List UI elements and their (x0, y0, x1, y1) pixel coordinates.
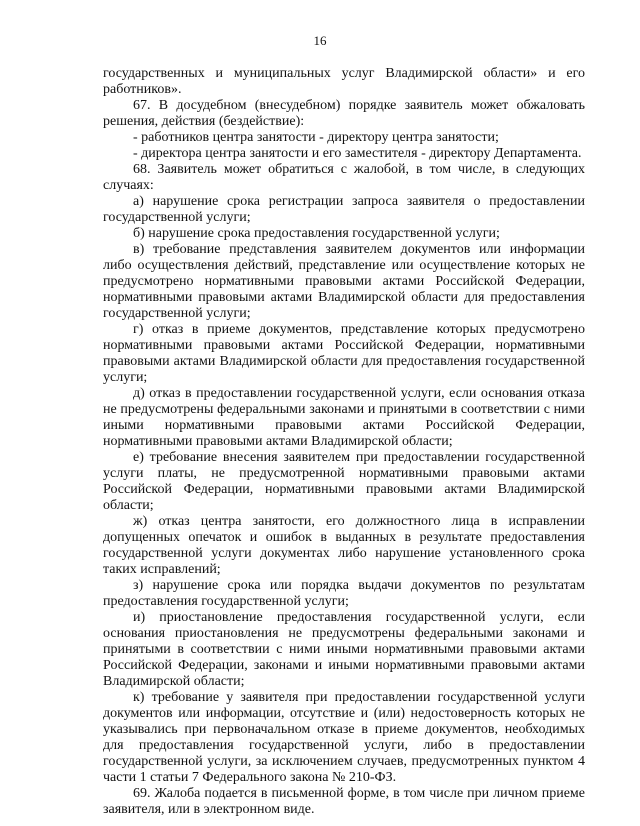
paragraph-68-item-e: е) требование внесения заявителем при предоставлении государственной услуги платы, не предусмотренной нормативными правовыми актами Российской Федерации, нормативными правовыми актами Владимирской области; (103, 450, 585, 513)
document-body (103, 66, 585, 818)
paragraph-67-item-2: - директора центра занятости и его заместителя - директору Департамента. (133, 146, 582, 161)
paragraph-68-item-v: в) требование представления заявителем документов или информации либо осуществления действий, представление или осуществление которых не предусмотрено нормативными правовыми актами Российской Федерации, нормативными правовыми актами Владимирской области для предоставления государственной услуги; (103, 242, 585, 321)
paragraph-67-item-1: - работников центра занятости - директору центра занятости; (133, 130, 499, 145)
paragraph-69: 69. Жалоба подается в письменной форме, в том числе при личном приеме заявителя, или в электронном виде. (103, 786, 585, 817)
paragraph-68-item-d: д) отказ в предоставлении государственной услуги, если основания отказа не предусмотрены федеральными законами и принятыми в соответствии с ними иными нормативными правовыми актами Российской Федерации, нормативными правовыми актами Владимирской области; (103, 386, 585, 449)
paragraph-68-item-k: к) требование у заявителя при предоставлении государственной услуги документов или информации, отсутствие и (или) недостоверность которых не указывались при первоначальном отказе в приеме документов, необходимых для предоставления государственной услуги, либо в предоставлении государственной услуги, за исключением случаев, предусмотренных пунктом 4 части 1 статьи 7 Федерального закона № 210-ФЗ. (103, 690, 585, 785)
paragraph-68-item-z: з) нарушение срока или порядка выдачи документов по результатам предоставления государственной услуги; (103, 578, 585, 609)
page-number: 16 (313, 33, 327, 48)
paragraph-68-item-zh: ж) отказ центра занятости, его должностного лица в исправлении допущенных опечаток и ошибок в выданных в результате предоставления государственной услуги документах либо нарушение установленного срока таких исправлений; (103, 514, 585, 577)
paragraph-67: 67. В досудебном (внесудебном) порядке заявитель может обжаловать решения, действия (бездействие): (103, 98, 585, 129)
paragraph-68: 68. Заявитель может обратиться с жалобой, в том числе, в следующих случаях: (103, 162, 585, 193)
paragraph-68-item-g: г) отказ в приеме документов, представление которых предусмотрено нормативными правовыми актами Российской Федерации, нормативными правовыми актами Владимирской области для предоставления государственной услуги; (103, 322, 585, 385)
paragraph-continuation: государственных и муниципальных услуг Владимирской области» и его работников». (103, 66, 585, 97)
paragraph-68-item-b: б) нарушение срока предоставления государственной услуги; (133, 226, 500, 241)
paragraph-68-item-i: и) приостановление предоставления государственной услуги, если основания приостановления не предусмотрены федеральными законами и принятыми в соответствии с ними иными нормативными правовыми актами Российской Федерации, законами и иными нормативными правовыми актами Владимирской области; (103, 610, 585, 689)
paragraph-68-item-a: а) нарушение срока регистрации запроса заявителя о предоставлении государственной услуги; (103, 194, 585, 225)
